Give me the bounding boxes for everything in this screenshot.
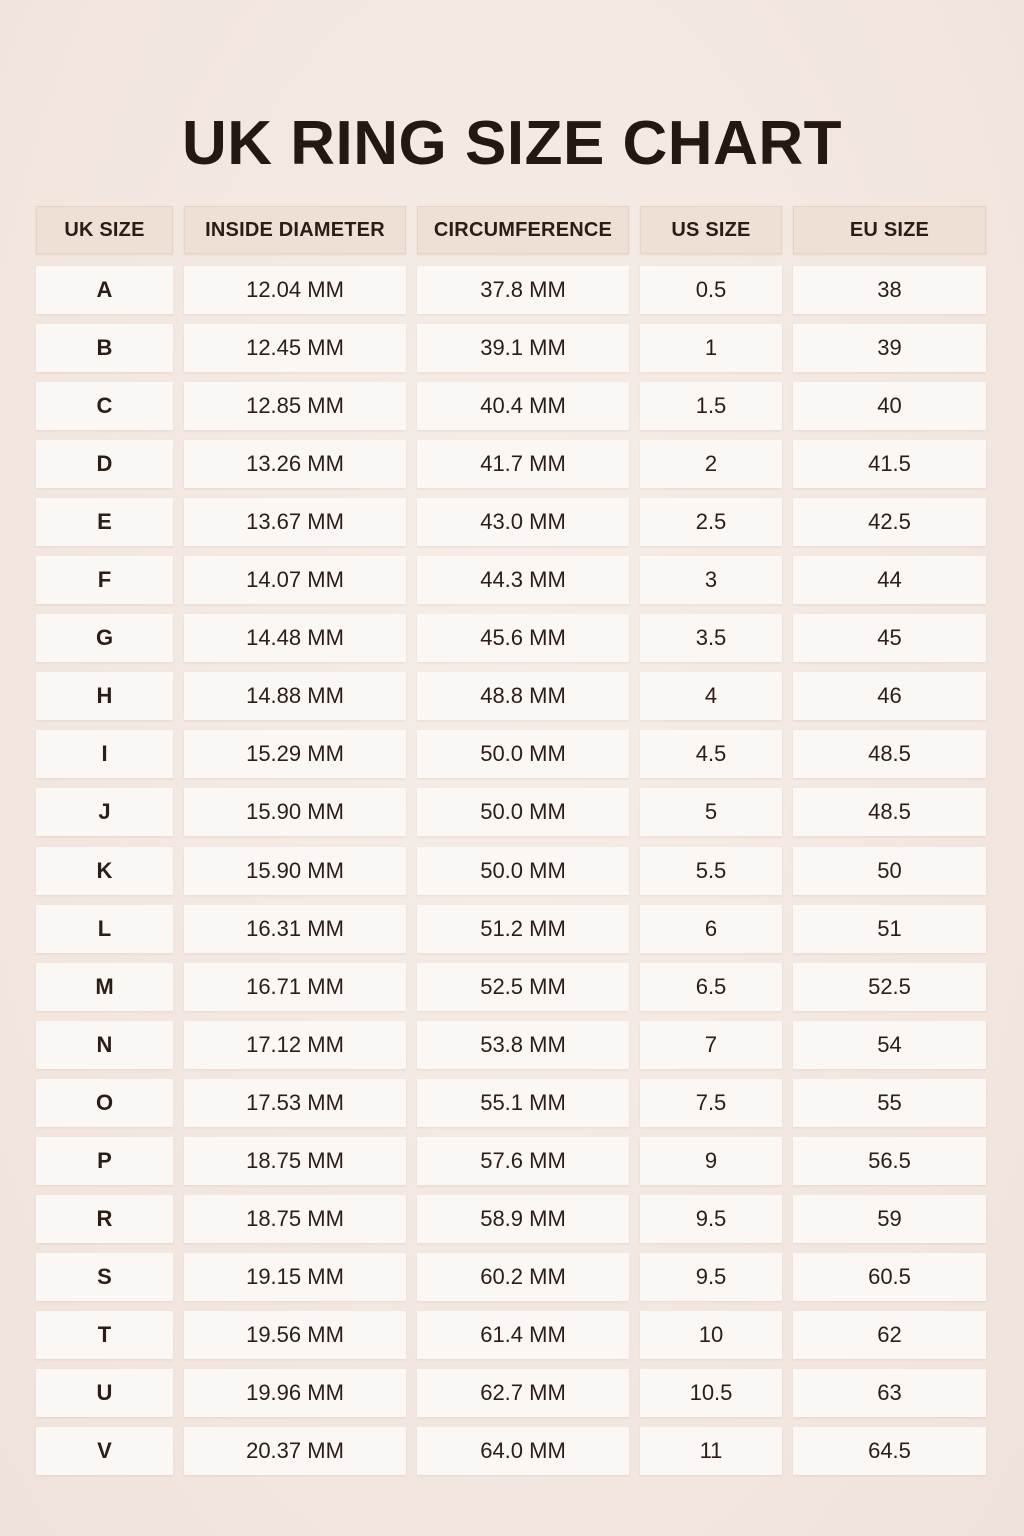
cell-inside-diameter: 19.56 MM bbox=[184, 1311, 406, 1359]
cell-us-size: 5.5 bbox=[640, 847, 782, 895]
cell-eu-size: 42.5 bbox=[793, 498, 986, 546]
table-row bbox=[36, 614, 986, 662]
cell-uk-size: K bbox=[36, 847, 173, 895]
cell-circumference: 50.0 MM bbox=[417, 847, 629, 895]
cell-inside-diameter: 14.07 MM bbox=[184, 556, 406, 604]
table-row bbox=[36, 1369, 986, 1417]
table-row bbox=[36, 1195, 986, 1243]
header-uk-size: UK SIZE bbox=[36, 206, 173, 254]
header-us-size: US SIZE bbox=[640, 206, 782, 254]
cell-uk-size: B bbox=[36, 324, 173, 372]
cell-inside-diameter: 18.75 MM bbox=[184, 1137, 406, 1185]
cell-uk-size: V bbox=[36, 1427, 173, 1475]
cell-uk-size: R bbox=[36, 1195, 173, 1243]
cell-eu-size: 51 bbox=[793, 905, 986, 953]
header-inside-diameter: INSIDE DIAMETER bbox=[184, 206, 406, 254]
cell-circumference: 55.1 MM bbox=[417, 1079, 629, 1127]
cell-circumference: 51.2 MM bbox=[417, 905, 629, 953]
cell-inside-diameter: 17.12 MM bbox=[184, 1021, 406, 1069]
cell-eu-size: 39 bbox=[793, 324, 986, 372]
cell-eu-size: 50 bbox=[793, 847, 986, 895]
cell-us-size: 2 bbox=[640, 440, 782, 488]
cell-uk-size: C bbox=[36, 382, 173, 430]
cell-us-size: 11 bbox=[640, 1427, 782, 1475]
header-eu-size: EU SIZE bbox=[793, 206, 986, 254]
cell-circumference: 60.2 MM bbox=[417, 1253, 629, 1301]
cell-circumference: 39.1 MM bbox=[417, 324, 629, 372]
cell-us-size: 10.5 bbox=[640, 1369, 782, 1417]
cell-circumference: 62.7 MM bbox=[417, 1369, 629, 1417]
table-row bbox=[36, 672, 986, 720]
cell-circumference: 64.0 MM bbox=[417, 1427, 629, 1475]
cell-us-size: 10 bbox=[640, 1311, 782, 1359]
cell-inside-diameter: 15.90 MM bbox=[184, 788, 406, 836]
cell-us-size: 4.5 bbox=[640, 730, 782, 778]
cell-inside-diameter: 19.96 MM bbox=[184, 1369, 406, 1417]
cell-eu-size: 54 bbox=[793, 1021, 986, 1069]
cell-uk-size: I bbox=[36, 730, 173, 778]
cell-eu-size: 40 bbox=[793, 382, 986, 430]
cell-us-size: 5 bbox=[640, 788, 782, 836]
cell-inside-diameter: 13.26 MM bbox=[184, 440, 406, 488]
cell-circumference: 57.6 MM bbox=[417, 1137, 629, 1185]
cell-us-size: 1 bbox=[640, 324, 782, 372]
cell-eu-size: 64.5 bbox=[793, 1427, 986, 1475]
table-row bbox=[36, 1079, 986, 1127]
cell-inside-diameter: 13.67 MM bbox=[184, 498, 406, 546]
cell-circumference: 43.0 MM bbox=[417, 498, 629, 546]
cell-us-size: 3.5 bbox=[640, 614, 782, 662]
table-row bbox=[36, 963, 986, 1011]
cell-eu-size: 52.5 bbox=[793, 963, 986, 1011]
cell-eu-size: 56.5 bbox=[793, 1137, 986, 1185]
cell-us-size: 3 bbox=[640, 556, 782, 604]
cell-us-size: 7 bbox=[640, 1021, 782, 1069]
table-row bbox=[36, 730, 986, 778]
cell-eu-size: 63 bbox=[793, 1369, 986, 1417]
cell-eu-size: 45 bbox=[793, 614, 986, 662]
cell-circumference: 41.7 MM bbox=[417, 440, 629, 488]
cell-inside-diameter: 15.29 MM bbox=[184, 730, 406, 778]
table-row bbox=[36, 1427, 986, 1475]
cell-uk-size: M bbox=[36, 963, 173, 1011]
table-header-row bbox=[36, 206, 986, 254]
cell-circumference: 40.4 MM bbox=[417, 382, 629, 430]
table-row bbox=[36, 1137, 986, 1185]
cell-circumference: 53.8 MM bbox=[417, 1021, 629, 1069]
cell-uk-size: T bbox=[36, 1311, 173, 1359]
table-row bbox=[36, 266, 986, 314]
cell-uk-size: O bbox=[36, 1079, 173, 1127]
cell-inside-diameter: 14.88 MM bbox=[184, 672, 406, 720]
table-row bbox=[36, 1021, 986, 1069]
cell-us-size: 6.5 bbox=[640, 963, 782, 1011]
cell-eu-size: 62 bbox=[793, 1311, 986, 1359]
cell-uk-size: L bbox=[36, 905, 173, 953]
cell-circumference: 58.9 MM bbox=[417, 1195, 629, 1243]
cell-circumference: 50.0 MM bbox=[417, 730, 629, 778]
cell-uk-size: E bbox=[36, 498, 173, 546]
cell-uk-size: P bbox=[36, 1137, 173, 1185]
cell-circumference: 48.8 MM bbox=[417, 672, 629, 720]
cell-circumference: 37.8 MM bbox=[417, 266, 629, 314]
cell-us-size: 9 bbox=[640, 1137, 782, 1185]
cell-eu-size: 59 bbox=[793, 1195, 986, 1243]
table-row bbox=[36, 498, 986, 546]
table-row bbox=[36, 440, 986, 488]
cell-inside-diameter: 16.31 MM bbox=[184, 905, 406, 953]
cell-uk-size: U bbox=[36, 1369, 173, 1417]
cell-us-size: 2.5 bbox=[640, 498, 782, 546]
cell-inside-diameter: 14.48 MM bbox=[184, 614, 406, 662]
cell-us-size: 1.5 bbox=[640, 382, 782, 430]
cell-us-size: 0.5 bbox=[640, 266, 782, 314]
table-row bbox=[36, 905, 986, 953]
table-row bbox=[36, 1253, 986, 1301]
table-row bbox=[36, 847, 986, 895]
header-circumference: CIRCUMFERENCE bbox=[417, 206, 629, 254]
cell-circumference: 52.5 MM bbox=[417, 963, 629, 1011]
cell-uk-size: H bbox=[36, 672, 173, 720]
cell-eu-size: 38 bbox=[793, 266, 986, 314]
table-row bbox=[36, 788, 986, 836]
cell-inside-diameter: 18.75 MM bbox=[184, 1195, 406, 1243]
cell-circumference: 44.3 MM bbox=[417, 556, 629, 604]
table-row bbox=[36, 1311, 986, 1359]
cell-us-size: 4 bbox=[640, 672, 782, 720]
cell-eu-size: 48.5 bbox=[793, 730, 986, 778]
cell-us-size: 7.5 bbox=[640, 1079, 782, 1127]
cell-us-size: 9.5 bbox=[640, 1195, 782, 1243]
cell-circumference: 61.4 MM bbox=[417, 1311, 629, 1359]
cell-eu-size: 48.5 bbox=[793, 788, 986, 836]
cell-eu-size: 46 bbox=[793, 672, 986, 720]
cell-inside-diameter: 20.37 MM bbox=[184, 1427, 406, 1475]
cell-eu-size: 41.5 bbox=[793, 440, 986, 488]
cell-uk-size: S bbox=[36, 1253, 173, 1301]
cell-us-size: 9.5 bbox=[640, 1253, 782, 1301]
cell-uk-size: F bbox=[36, 556, 173, 604]
cell-eu-size: 60.5 bbox=[793, 1253, 986, 1301]
cell-eu-size: 55 bbox=[793, 1079, 986, 1127]
cell-inside-diameter: 12.45 MM bbox=[184, 324, 406, 372]
cell-inside-diameter: 17.53 MM bbox=[184, 1079, 406, 1127]
cell-uk-size: G bbox=[36, 614, 173, 662]
cell-uk-size: N bbox=[36, 1021, 173, 1069]
cell-eu-size: 44 bbox=[793, 556, 986, 604]
cell-uk-size: A bbox=[36, 266, 173, 314]
cell-us-size: 6 bbox=[640, 905, 782, 953]
cell-inside-diameter: 16.71 MM bbox=[184, 963, 406, 1011]
table-row bbox=[36, 556, 986, 604]
cell-uk-size: D bbox=[36, 440, 173, 488]
table-row bbox=[36, 382, 986, 430]
page-title: UK RING SIZE CHART bbox=[182, 109, 842, 178]
cell-inside-diameter: 12.04 MM bbox=[184, 266, 406, 314]
table-row bbox=[36, 324, 986, 372]
cell-inside-diameter: 12.85 MM bbox=[184, 382, 406, 430]
cell-inside-diameter: 15.90 MM bbox=[184, 847, 406, 895]
cell-uk-size: J bbox=[36, 788, 173, 836]
cell-inside-diameter: 19.15 MM bbox=[184, 1253, 406, 1301]
cell-circumference: 45.6 MM bbox=[417, 614, 629, 662]
cell-circumference: 50.0 MM bbox=[417, 788, 629, 836]
